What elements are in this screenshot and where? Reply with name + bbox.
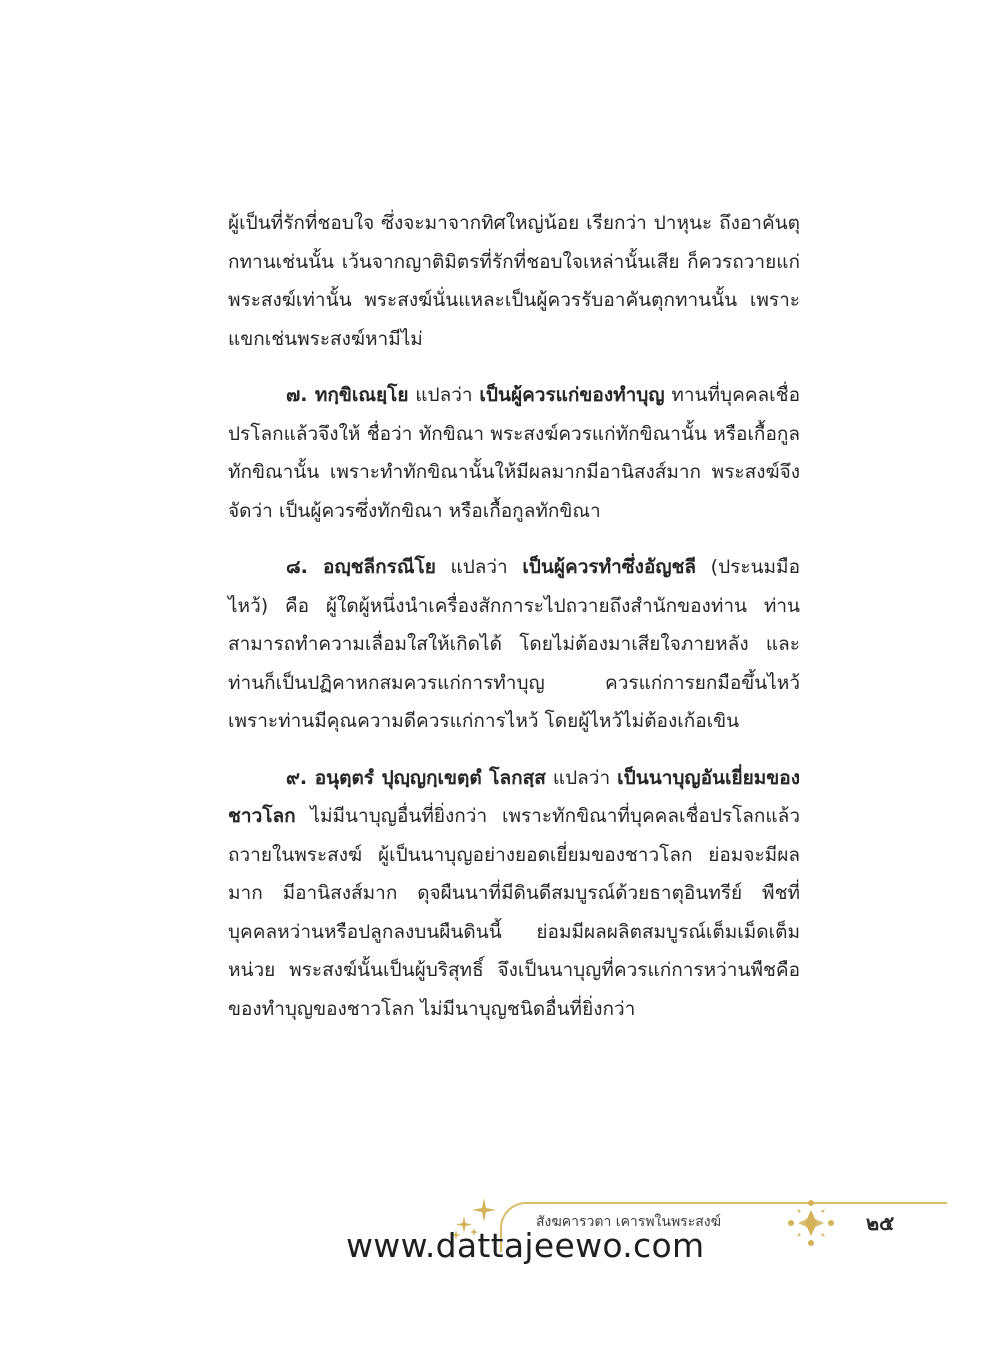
- paragraph-text: (ประนมมือไหว้) คือ ผู้ใดผู้หนึ่งนำเครื่องสักการะไปถวายถึงสำนักของท่าน ท่านสามารถทำความเลื่อมใสให้เกิดได้ โดยไม่ต้องมาเสียใจภายหลัง และท่านก็เป็นปฏิคาหกสมควรแก่การทำบุญ ควรแก่การยกมือขึ้นไหว้ เพราะท่านมีคุณความดีควรแก่การไหว้ โดยผู้ไหว้ไม่ต้องเก้อเขิน: [228, 556, 800, 732]
- body-text: [228, 204, 800, 1046]
- bold-term: เป็นนาบุญอันเยี่ยมของชาวโลก: [228, 766, 800, 827]
- paragraph-text: แปลว่า: [408, 384, 480, 406]
- bold-term: ๗. ทกฺขิเณยฺโย: [286, 384, 409, 406]
- website-watermark[interactable]: www.dattajeewo.com: [346, 1226, 705, 1265]
- paragraph: [228, 548, 800, 741]
- paragraph: [228, 759, 800, 1029]
- paragraph: [228, 376, 800, 530]
- page-number: ๒๕: [866, 1211, 895, 1235]
- bold-term: เป็นผู้ควรทำซึ่งอัญชลี: [522, 556, 697, 578]
- paragraph-text: ไม่มีนาบุญอื่นที่ยิ่งกว่า เพราะทักขิณาที่บุคคลเชื่อปรโลกแล้วถวายในพระสงฆ์ ผู้เป็นนาบุญอย่างยอดเยี่ยมของชาวโลก ย่อมจะมีผลมาก มีอานิสงส์มาก ดุจผืนนาที่มีดินดีสมบูรณ์ด้วยธาตุอินทรีย์ พืชที่บุคคลหว่านหรือปลูกลงบนผืนดินนี้ ย่อมมีผลผลิตสมบูรณ์เต็มเม็ดเต็มหน่วย พระสงฆ์นั้นเป็นผู้บริสุทธิ์ จึงเป็นนาบุญที่ควรแก่การหว่านพืชคือของทำบุญของชาวโลก ไม่มีนาบุญชนิดอื่นที่ยิ่งกว่า: [228, 805, 800, 1020]
- running-header-title: สังฆคารวตา เคารพในพระสงฆ์: [536, 1214, 721, 1230]
- paragraph-text: ผู้เป็นที่รักที่ชอบใจ ซึ่งจะมาจากทิศใหญ่น้อย เรียกว่า ปาหุนะ ถึงอาคันตุกทานเช่นนั้น เว้นจากญาติมิตรที่รักที่ชอบใจเหล่านั้นเสีย ก็ควรถวายแก่พระสงฆ์เท่านั้น พระสงฆ์นั่นแหละเป็นผู้ควรรับอาคันตุกทานนั้น เพราะแขกเช่นพระสงฆ์หามีไม่: [228, 212, 800, 350]
- bold-term: เป็นผู้ควรแก่ของทำบุญ: [479, 384, 665, 406]
- paragraph: [228, 204, 800, 358]
- paragraph-text: ทานที่บุคคลเชื่อปรโลกแล้วจึงให้ ชื่อว่า ทักขิณา พระสงฆ์ควรแก่ทักขิณานั้น หรือเกื้อกูลทักขิณานั้น เพราะทำทักขิณานั้นให้มีผลมากมีอานิสงส์มาก พระสงฆ์จึงจัดว่า เป็นผู้ควรซึ่งทักขิณา หรือเกื้อกูลทักขิณา: [228, 384, 800, 522]
- diamond-flower-ornament-icon: [786, 1198, 836, 1248]
- paragraph-text: แปลว่า: [545, 766, 618, 789]
- paragraph-text: แปลว่า: [435, 556, 523, 578]
- bold-term: ๘. อญฺชลีกรณีโย: [286, 556, 436, 578]
- bold-term: ๙. อนุตฺตรํ ปุญฺญกฺเขตฺตํ โลกสฺส: [286, 766, 546, 789]
